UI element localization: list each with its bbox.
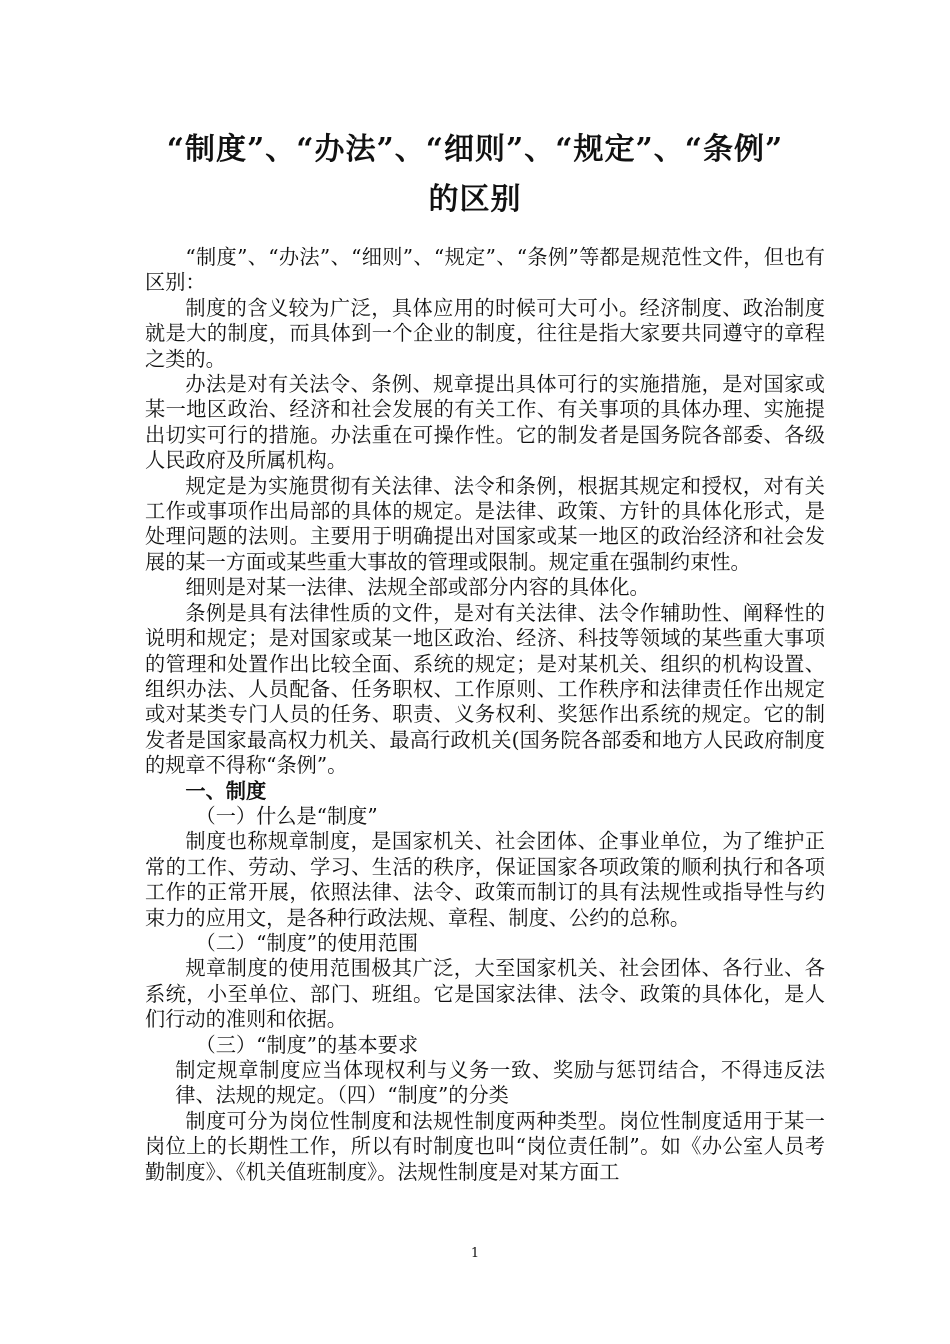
paragraph-zhidu-types: 制度可分为岗位性制度和法规性制度两种类型。岗位性制度适用于某一岗位上的长期性工作，所以有时制度也叫“岗位责任制”。如《办公室人员考勤制度》、《机关值班制度》。法规性制度是对某方面工: [145, 1108, 825, 1184]
page-number: 1: [470, 1246, 480, 1261]
paragraph-guiding: 规定是为实施贯彻有关法律、法令和条例，根据其规定和授权，对有关工作或事项作出局部的具体的规定。是法律、政策、方针的具体化形式，是处理问题的法则。主要用于明确提出对国家或某一地区的政治经济和社会发展的某一方面或某些重大事故的管理或限制。规定重在强制约束性。: [145, 473, 825, 574]
paragraph-zhidu-scope: 规章制度的使用范围极其广泛，大至国家机关、社会团体、各行业、各系统，小至单位、部门、班组。它是国家法律、法令、政策的具体化，是人们行动的准则和依据。: [145, 956, 825, 1032]
paragraph-banfa: 办法是对有关法令、条例、规章提出具体可行的实施措施，是对国家或某一地区政治、经济和社会发展的有关工作、有关事项的具体办理、实施提出切实可行的措施。办法重在可操作性。它的制发者是国务院各部委、各级人民政府及所属机构。: [145, 372, 825, 473]
document-title-line1: “制度”、“办法”、“细则”、“规定”、“条例”: [166, 132, 784, 167]
document-body: [145, 245, 825, 1185]
document-title-line2: 的区别: [428, 182, 522, 217]
paragraph-tiaoli: 条例是具有法律性质的文件，是对有关法律、法令作辅助性、阐释性的说明和规定；是对国家或某一地区政治、经济、科技等领域的某些重大事项的管理和处置作出比较全面、系统的规定；是对某机关、组织的机构设置、组织办法、人员配备、任务职权、工作原则、工作秩序和法律责任作出规定或对某类专门人员的任务、职责、义务权利、奖惩作出系统的规定。它的制发者是国家最高权力机关、最高行政机关(国务院各部委和地方人民政府制度的规章不得称“条例”。: [145, 600, 825, 778]
intro-paragraph: “制度”、“办法”、“细则”、“规定”、“条例”等都是规范性文件，但也有区别：: [145, 245, 825, 295]
paragraph-zhidu-meaning: 制度的含义较为广泛，具体应用的时候可大可小。经济制度、政治制度就是大的制度，而具体到一个企业的制度，往往是指大家要共同遵守的章程之类的。: [145, 295, 825, 371]
paragraph-xize: 细则是对某一法律、法规全部或部分内容的具体化。: [185, 575, 650, 600]
section-heading-zhidu: 一、制度: [185, 778, 267, 803]
paragraph-zhidu-definition: 制度也称规章制度，是国家机关、社会团体、企事业单位，为了维护正常的工作、劳动、学习、生活的秩序，保证国家各项政策的顺利执行和各项工作的正常开展，依照法律、法令、政策而制订的具有法规性或指导性与约束力的应用文，是各种行政法规、章程、制度、公约的总称。: [145, 829, 825, 930]
subheading-what-is-zhidu: （一）什么是“制度”: [195, 803, 378, 828]
subheading-zhidu-scope: （二）“制度”的使用范围: [195, 930, 419, 955]
subheading-zhidu-requirements: （三）“制度”的基本要求: [195, 1032, 419, 1057]
paragraph-zhidu-requirements: 制定规章制度应当体现权利与义务一致、奖励与惩罚结合，不得违反法律、法规的规定。（四）“制度”的分类: [175, 1058, 825, 1108]
